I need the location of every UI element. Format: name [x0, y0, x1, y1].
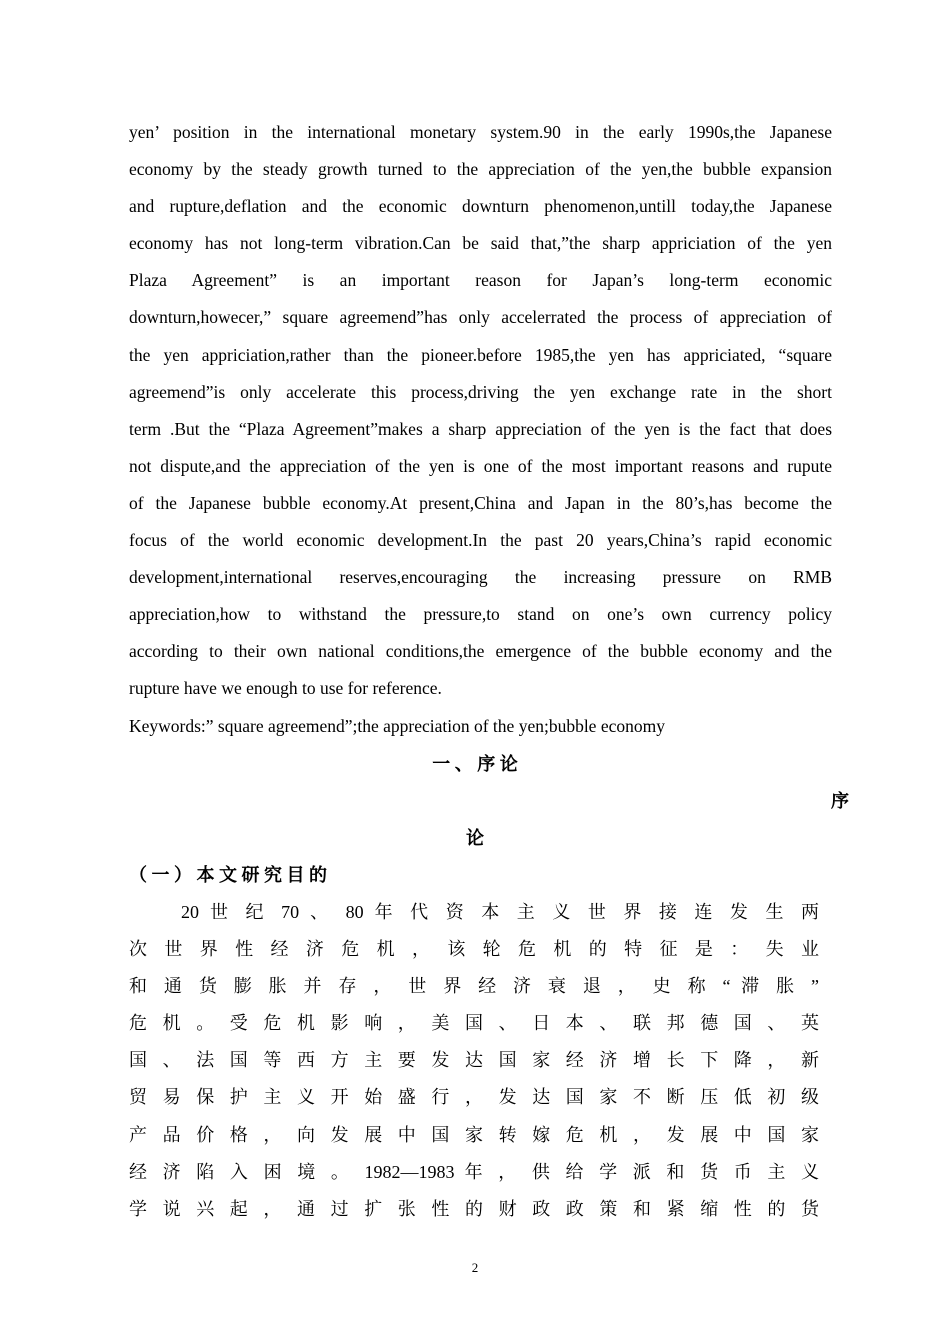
abstract-line: Plaza Agreement” is an important reason for Japan’s long-term economic [129, 270, 832, 291]
body-line: 学 说 兴 起 ， 通 过 扩 张 性 的 财 政 政 策 和 紧 缩 性 的 货 [129, 1198, 819, 1219]
abstract-line: rupture have we enough to use for reference. [129, 678, 442, 699]
body-line: 20 世 纪 70 、 80 年 代 资 本 主 义 世 界 接 连 发 生 两 [181, 902, 819, 922]
body-line: 国 、 法 国 等 西 方 主 要 发 达 国 家 经 济 增 长 下 降 ， 新 [129, 1050, 819, 1071]
body-line: 次 世 界 性 经 济 危 机 ， 该 轮 危 机 的 特 征 是 ： 失 业 [129, 939, 819, 960]
chinese-body-text [129, 894, 819, 1228]
abstract-line: of the Japanese bubble economy.At present,China and Japan in the 80’s,has become the [129, 492, 832, 513]
abstract-line: economy has not long-term vibration.Can be said that,”the sharp appriciation of the yen [129, 233, 832, 254]
english-abstract [129, 114, 832, 708]
abstract-line: focus of the world economic development.In the past 20 years,China’s rapid economic [129, 530, 832, 551]
abstract-line: agreemend”is only accelerate this process,driving the yen exchange rate in the short [129, 381, 832, 402]
heading-fragment-lun: 论 [466, 828, 484, 848]
abstract-line: the yen appriciation,rather than the pioneer.before 1985,the yen has appriciated, “square [129, 344, 832, 365]
page-number: 2 [471, 1260, 479, 1275]
abstract-line: economy by the steady growth turned to the appreciation of the yen,the bubble expansion [129, 159, 832, 180]
abstract-line: downturn,howecer,” square agreemend”has only accelerrated the process of appreciation of [129, 307, 832, 328]
abstract-line: according to their own national conditions,the emergence of the bubble economy and the [129, 641, 832, 662]
abstract-line: not dispute,and the appreciation of the yen is one of the most important reasons and rupute [129, 455, 832, 476]
heading-fragment-xu: 序 [831, 791, 849, 811]
abstract-line: and rupture,deflation and the economic downturn phenomenon,untill today,the Japanese [129, 196, 832, 217]
abstract-line: appreciation,how to withstand the pressure,to stand on one’s own currency policy [129, 604, 832, 625]
subsection-title: （ 一 ） 本 文 研 究 目 的 [129, 865, 327, 885]
body-line: 贸 易 保 护 主 义 开 始 盛 行 ， 发 达 国 家 不 断 压 低 初 级 [129, 1087, 819, 1108]
body-line: 产 品 价 格 ， 向 发 展 中 国 家 转 嫁 危 机 ， 发 展 中 国 家 [129, 1124, 819, 1145]
abstract-line: development,international reserves,encouraging the increasing pressure on RMB [129, 567, 832, 588]
body-line: 和 通 货 膨 胀 并 存 ， 世 界 经 济 衰 退 ， 史 称 “ 滞 胀 ” [129, 976, 819, 997]
abstract-line: yen’ position in the international monetary system.90 in the early 1990s,the Japanese [129, 122, 832, 142]
keywords-line: Keywords:” square agreemend”;the appreciation of the yen;bubble economy [129, 716, 665, 736]
body-line: 经 济 陷 入 困 境 。 1982—1983 年 ， 供 给 学 派 和 货 币 主 义 [129, 1161, 819, 1182]
body-line: 危 机 。 受 危 机 影 响 ， 美 国 、 日 本 、 联 邦 德 国 、 英 [129, 1013, 819, 1034]
section-title: 一 、 序 论 [432, 754, 518, 774]
abstract-line: term .But the “Plaza Agreement”makes a sharp appreciation of the yen is the fact that does [129, 418, 832, 439]
